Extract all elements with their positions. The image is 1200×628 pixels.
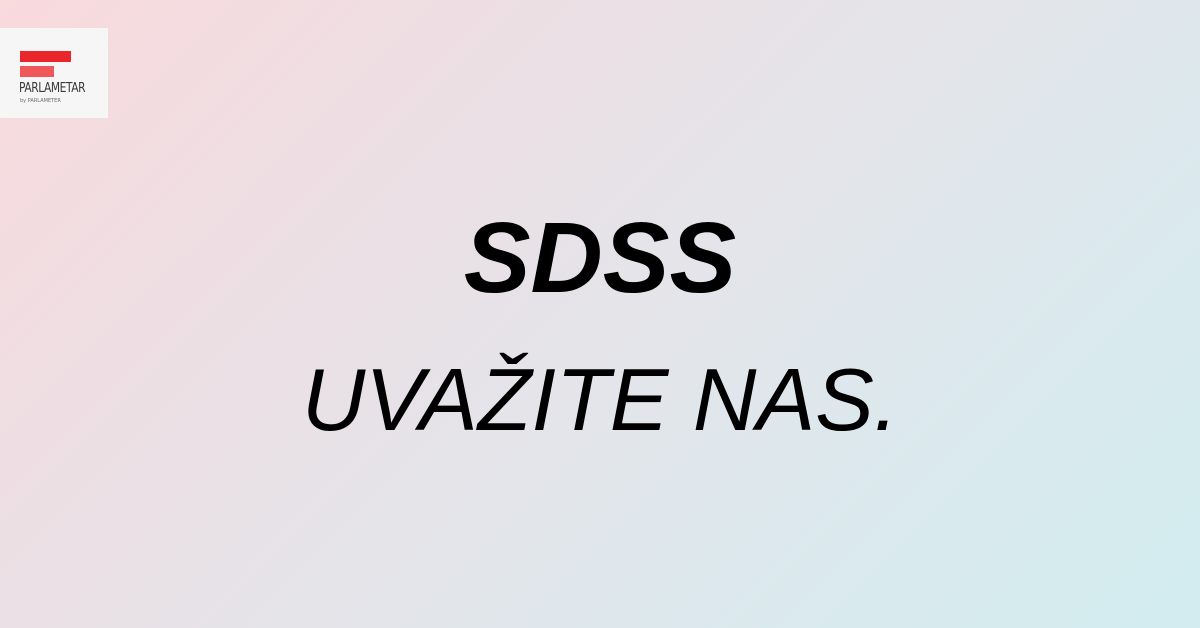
logo <box>0 28 108 118</box>
logo-bar-top <box>20 51 71 62</box>
logo-bar-bottom <box>20 66 54 77</box>
logo-name: PARLAMETAR <box>19 81 86 96</box>
subline: UVAŽITE NAS. <box>301 350 899 449</box>
headline: SDSS <box>463 202 737 314</box>
logo-byline: by PARLAMETER <box>20 98 61 104</box>
